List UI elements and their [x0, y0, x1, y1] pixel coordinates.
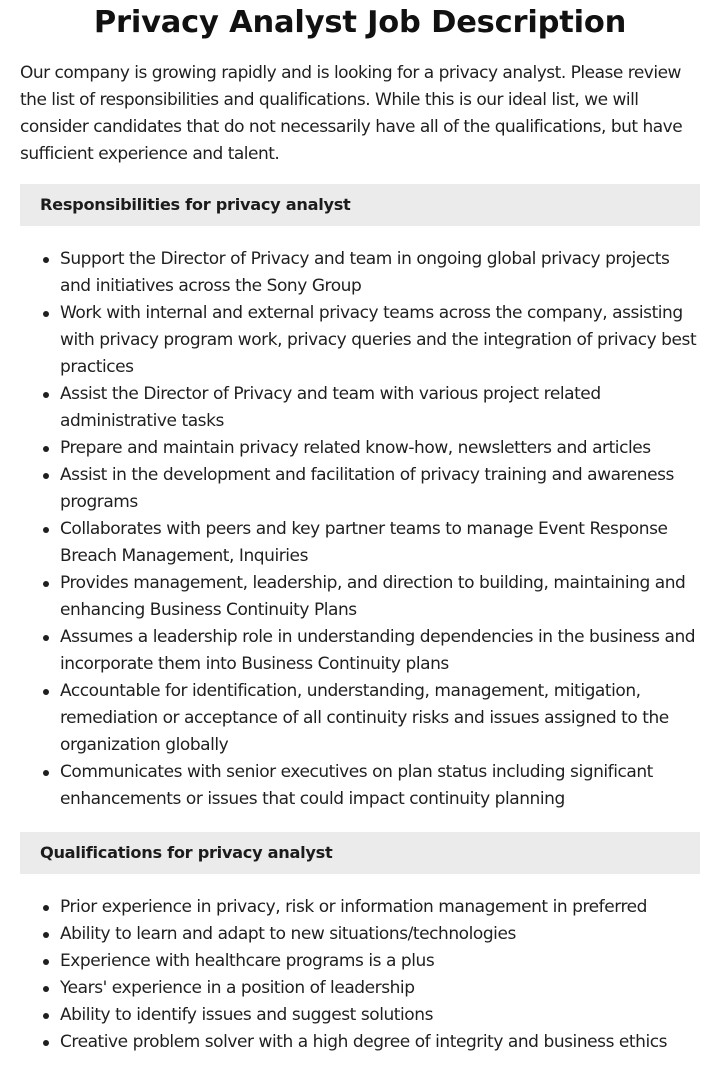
list-item-text: Ability to learn and adapt to new situations/technologies	[60, 924, 516, 944]
bullet-icon	[43, 689, 49, 695]
list-item-text: Assist the Director of Privacy and team with various project related administrative tasks	[60, 384, 601, 431]
list-item	[60, 1002, 700, 1029]
list-item-text: Communicates with senior executives on plan status including significant enhancements or issues that could impact continuity planning	[60, 762, 653, 809]
page-title: Privacy Analyst Job Description	[93, 5, 627, 40]
bullet-icon	[43, 986, 49, 992]
bullet-icon	[43, 932, 49, 938]
list-item	[60, 948, 700, 975]
list-item	[60, 246, 700, 300]
list-item-text: Assumes a leadership role in understanding dependencies in the business and incorporate them into Business Continuity plans	[60, 627, 696, 674]
list-item-text: Work with internal and external privacy teams across the company, assisting with privacy program work, privacy queries and the integration of privacy best practices	[60, 303, 697, 377]
list-item-text: Support the Director of Privacy and team in ongoing global privacy projects and initiatives across the Sony Group	[60, 249, 670, 296]
list-item	[60, 435, 700, 462]
list-item	[60, 1029, 700, 1056]
bullet-icon	[43, 257, 49, 263]
responsibilities-list	[20, 246, 700, 813]
bullet-icon	[43, 1013, 49, 1019]
list-item	[60, 921, 700, 948]
bullet-icon	[43, 581, 49, 587]
list-item	[60, 759, 700, 813]
list-item	[60, 624, 700, 678]
bullet-icon	[43, 527, 49, 533]
list-item	[60, 678, 700, 759]
list-item	[60, 462, 700, 516]
list-item-text: Ability to identify issues and suggest solutions	[60, 1005, 433, 1025]
list-item-text: Prior experience in privacy, risk or information management in preferred	[60, 897, 647, 917]
list-item-text: Experience with healthcare programs is a plus	[60, 951, 435, 971]
bullet-icon	[43, 905, 49, 911]
list-item	[60, 516, 700, 570]
list-item	[60, 300, 700, 381]
list-item	[60, 894, 700, 921]
bullet-icon	[43, 1040, 49, 1046]
list-item-text: Creative problem solver with a high degree of integrity and business ethics	[60, 1032, 668, 1052]
bullet-icon	[43, 446, 49, 452]
list-item-text: Collaborates with peers and key partner teams to manage Event Response Breach Management, Inquiries	[60, 519, 668, 566]
bullet-icon	[43, 392, 49, 398]
bullet-icon	[43, 473, 49, 479]
list-item-text: Provides management, leadership, and direction to building, maintaining and enhancing Business Continuity Plans	[60, 573, 686, 620]
list-item-text: Prepare and maintain privacy related know-how, newsletters and articles	[60, 438, 651, 458]
bullet-icon	[43, 635, 49, 641]
list-item	[60, 381, 700, 435]
list-item-text: Years' experience in a position of leadership	[60, 978, 415, 998]
bullet-icon	[43, 770, 49, 776]
bullet-icon	[43, 311, 49, 317]
bullet-icon	[43, 959, 49, 965]
qualifications-heading: Qualifications for privacy analyst	[20, 832, 700, 874]
qualifications-list	[20, 894, 700, 1056]
list-item-text: Accountable for identification, understanding, management, mitigation, remediation or acceptance of all continuity risks and issues assigned to the organization globally	[60, 681, 669, 755]
list-item-text: Assist in the development and facilitation of privacy training and awareness programs	[60, 465, 674, 512]
intro-paragraph: Our company is growing rapidly and is looking for a privacy analyst. Please review the list of responsibilities and qualifications. While this is our ideal list, we will consider candidates that do not necessarily have all of the qualifications, but have sufficient experience and talent.	[20, 63, 683, 164]
responsibilities-heading: Responsibilities for privacy analyst	[20, 184, 700, 226]
list-item	[60, 975, 700, 1002]
list-item	[60, 570, 700, 624]
